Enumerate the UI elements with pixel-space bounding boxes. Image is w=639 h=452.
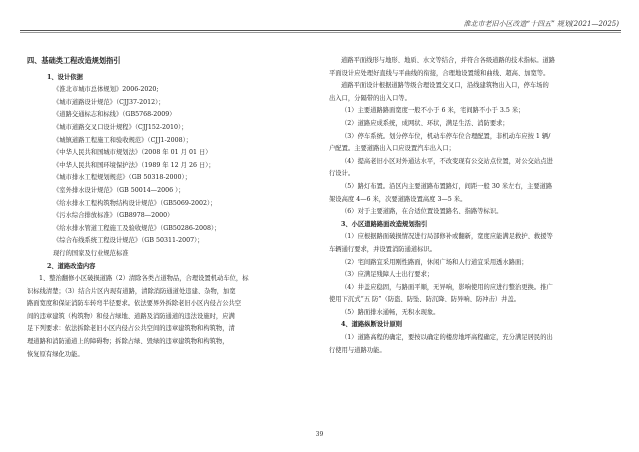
header-rule — [20, 30, 621, 31]
paragraph-line: 理道路和消防通道上的障碍物；拆除占绿、毁绿的违章建筑物和构筑物， — [27, 338, 229, 346]
paragraph-line: 足下列要求：依法拆除老旧小区内侵占公共空间的违章建筑物和构筑物，清 — [27, 325, 235, 333]
list-item-continuation: 车辆通行要求，并设置消防通道标识。 — [329, 245, 437, 253]
header-rule-thin — [20, 32, 621, 33]
reference-item: 《给水排水工程构筑物结构设计规范》（GB5069-2002）； — [53, 199, 217, 207]
paragraph-line: 间的违章建筑（构筑物）和侵占绿地、道路及消防通道的违法设施时，应满 — [27, 312, 235, 320]
list-item: （2）宅间路宜采用刚性路面，休闲广场和人行道宜采用透水路面； — [341, 258, 528, 266]
reference-item: 《中华人民共和国城市规划法》（2008 年 01 月 01 日） — [53, 149, 212, 157]
list-item: （1）应根据路面破损情况进行局部修补或翻新，宽度应能满足救护、救援等 — [341, 233, 553, 241]
reference-item: 《城市道路交叉口设计规程》（CJJ152-2010）； — [53, 123, 188, 131]
header-title: 淮北市老旧小区改造“十四五” 规划(2021—2025) — [463, 20, 619, 28]
reference-item: 《淮北市城市总体规划》2006-2020; — [53, 86, 159, 94]
left-column — [27, 55, 315, 361]
paragraph-line: 识标线清楚；（3）结合片区内现有道路，清除消防通道处违建、杂物，加宽 — [27, 287, 236, 295]
paragraph-line: 1、整治翻修小区破损道路（2）清除各类占道物品，合理设置机动车位，标 — [39, 275, 249, 283]
list-item: （4）井盖应稳固，与路面平顺，无异响，影响使用的应进行整治更换。推广 — [341, 283, 553, 291]
subheading-road-content: 2、道路改造内容 — [47, 262, 96, 270]
section-heading: 四、基础类工程改造规划指引 — [27, 56, 121, 65]
list-item: （1）主要道路路面宽度一般不小于 6 米，宅间路不小于 3.5 米； — [341, 107, 525, 115]
list-item: （5）路面排水通畅，无积水现象。 — [341, 308, 440, 316]
paragraph-line: 道路平面线形与地形、地质、水文等结合，并符合各级道路的技术指标。道路 — [341, 57, 556, 64]
paragraph-line: 恢复原有绿化功能。 — [27, 350, 84, 358]
subheading-pavement: 3、小区道路路面改造规划指引 — [341, 220, 428, 228]
list-item-continuation: 行使用与道路功能。 — [329, 346, 386, 354]
reference-item: 《城市排水工程规划规范》（GB 50318-2000）； — [53, 174, 191, 182]
list-item: （5）路灯布置。沿区内主要道路布置路灯，间距一般 30 米左右，主要道路 — [341, 182, 553, 190]
reference-item: 《污水综合排放标准》（GB8978—2000） — [53, 212, 174, 220]
list-item: （3）应满足残障人士出行要求； — [341, 271, 434, 279]
list-item: （2）道路应成系统，成网状、环状，满足生活、消防要求； — [341, 119, 509, 127]
list-item-continuation: 行设计。 — [329, 170, 355, 178]
list-item-continuation: 使用下沉式“五 防”（防盗、防坠、防沉降、防异响、防冲击）井盖。 — [329, 296, 521, 304]
paragraph-line: 平面设计应处理好直线与平曲线的衔接，合理地设置缓和曲线、超高、加宽等。 — [329, 69, 550, 77]
list-item-continuation: 架设高度 4—6 米，次要道路设置高度 3—5 米。 — [329, 195, 467, 203]
subheading-design-basis: 1、设计依据 — [47, 73, 83, 81]
paragraph-line: 路面宽度和保证消防车转弯半径要求。依法要界外拆除老旧小区内侵占公共空 — [27, 300, 242, 308]
paragraph-line: 出入口，分隔带的出入口等。 — [329, 94, 411, 102]
page-number: 39 — [315, 431, 324, 438]
reference-item: 现行的国家及行业规范标准 — [53, 249, 129, 257]
right-column — [329, 55, 615, 357]
reference-item: 《综合布线系统工程设计规范》（GB 50311-2007）； — [53, 237, 204, 245]
subheading-profile: 4、道路纵断设计原则 — [341, 321, 403, 329]
list-item: （4）提高老旧小区对外通达水平，不改变现有公交站点位置，对公交站点进 — [341, 157, 553, 165]
list-item-continuation: 户配置。主要道路出入口应设置汽车出入口； — [329, 145, 455, 153]
reference-item: 《给水排水管道工程施工及验收规范》（GB50286-2008）； — [53, 224, 221, 232]
reference-item: 《室外排水设计规范》（GB 50014—2006 ）； — [53, 186, 185, 194]
reference-item: 《中华人民共和国环境保护法》（1989 年 12 月 26 日）； — [53, 161, 215, 169]
reference-item: 《道路交通标志和标线》（GB5768-2009） — [53, 111, 176, 119]
list-item: （1）道路高程的确定，要按以确定的楼房地坪高程确定，充分满足居民的出 — [341, 334, 553, 342]
list-item: （3）停车系统。划分停车位，机动车停车位合理配置，非机动车应按 1 辆/ — [341, 132, 551, 140]
list-item: （6）对于主要道路，在合适位置设置路名、指路等标识。 — [341, 208, 503, 216]
reference-item: 《城镇道路工程施工和验收规范》（CJJ1-2008）； — [53, 136, 193, 144]
paragraph-line: 道路平面设计根据道路等级合理设置交叉口，沿线建筑物出入口，停车场的 — [341, 82, 549, 90]
reference-item: 《城市道路设计规范》（CJJ37-2012）； — [53, 98, 165, 106]
